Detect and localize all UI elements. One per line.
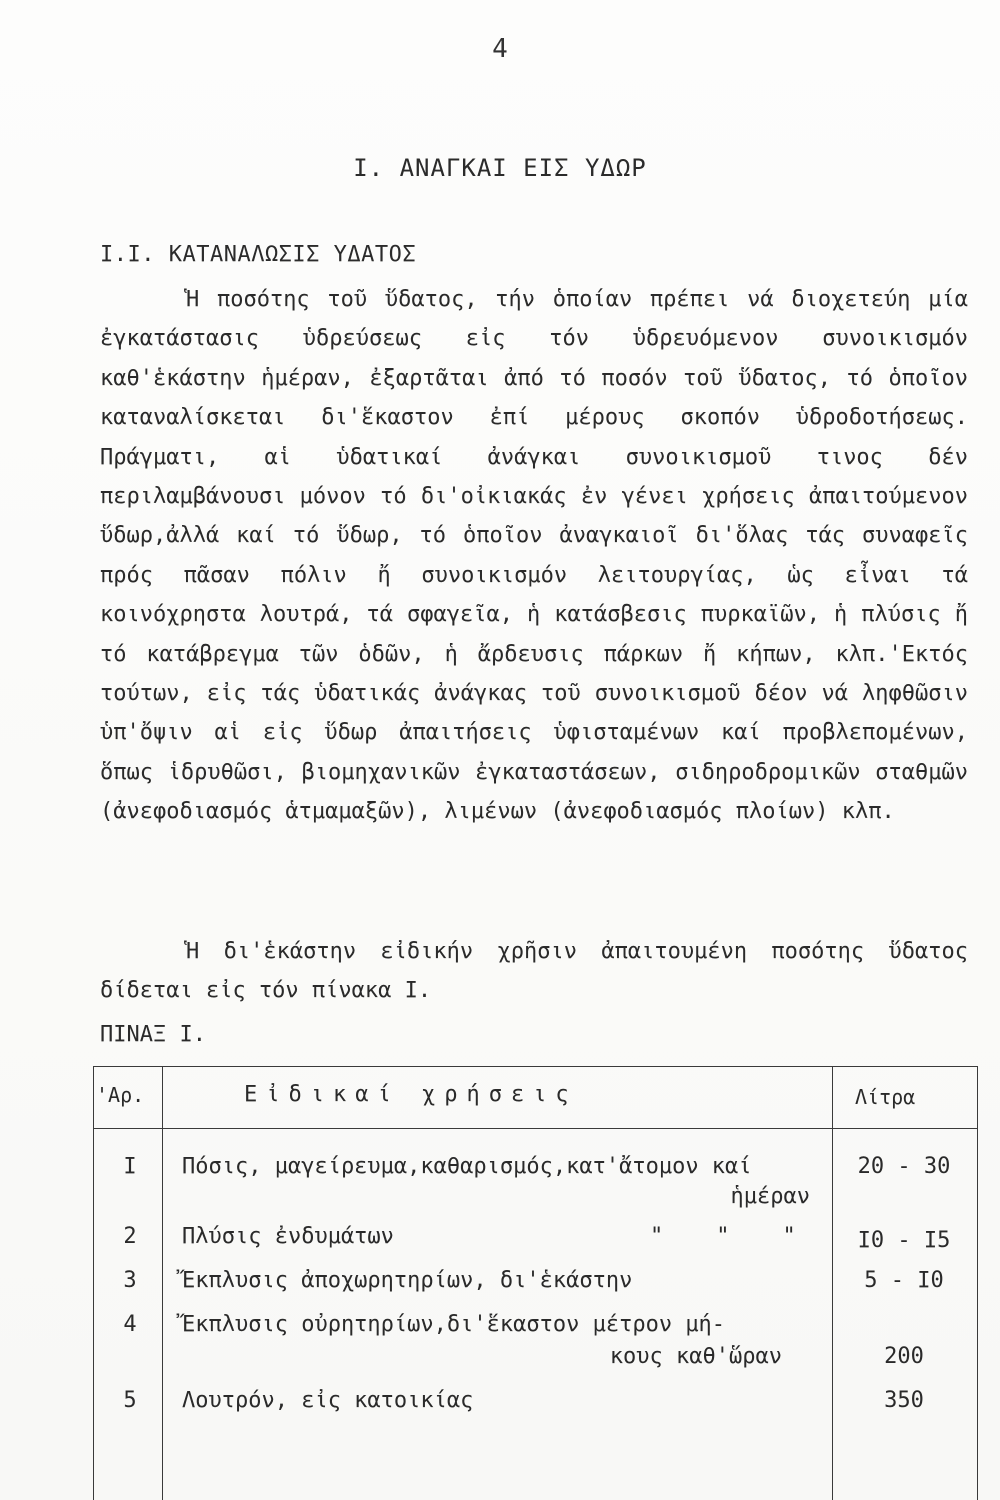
row-5-liters: 350	[884, 1388, 924, 1413]
header-liters: Λίτρα	[855, 1085, 916, 1109]
header-uses: Εἰδικαί χρήσεις	[244, 1082, 578, 1107]
chapter-title: Ι. ΑΝΑΓΚΑΙ ΕΙΣ ΥΔΩΡ	[353, 154, 647, 182]
row-2-liters: Ι0 - Ι5	[857, 1228, 951, 1253]
row-4-use: Ἔκπλυσις οὐρητηρίων,δι'ἕκαστον μέτρον μή-	[182, 1312, 726, 1337]
table-left-rule	[93, 1066, 94, 1500]
row-2-ditto-marks: " " "	[650, 1224, 796, 1249]
row-4-liters: 200	[884, 1344, 924, 1369]
paragraph-2: Ἡ δι'ἑκάστην εἰδικήν χρῆσιν ἀπαιτουμένη ποσότης ὕδατος δίδεται εἰς τόν πίνακα Ι.	[100, 939, 968, 1004]
row-5-number: 5	[123, 1388, 137, 1413]
row-3-number: 3	[123, 1268, 137, 1293]
table-col-rule-1	[162, 1066, 163, 1500]
row-3-liters: 5 - Ι0	[864, 1268, 944, 1293]
page-number: 4	[492, 34, 508, 64]
row-1-use-cont: ἡμέραν	[730, 1184, 810, 1209]
row-2-use: Πλύσις ἐνδυμάτων	[182, 1224, 394, 1249]
row-4-number: 4	[123, 1312, 137, 1337]
row-1-number: Ι	[123, 1154, 137, 1179]
row-1-use: Πόσις, μαγείρευμα,καθαρισμός,κατ'ἄτομον καί	[182, 1154, 752, 1179]
table-col-rule-2	[832, 1066, 833, 1500]
row-3-use: Ἔκπλυσις ἀποχωρητηρίων, δι'ἑκάστην	[182, 1268, 633, 1293]
table-header-rule	[93, 1128, 978, 1129]
row-5-use: Λουτρόν, εἰς κατοικίας	[182, 1388, 474, 1413]
section-title: Ι.Ι. ΚΑΤΑΝΑΛΩΣΙΣ ΥΔΑΤΟΣ	[100, 242, 417, 267]
table-right-rule	[977, 1066, 978, 1500]
header-number: 'Αρ.	[96, 1083, 145, 1107]
table-top-rule	[93, 1066, 978, 1067]
row-1-liters: 20 - 30	[857, 1154, 951, 1179]
table-label: ΠΙΝΑΞ Ι.	[100, 1022, 206, 1047]
row-4-use-cont: κους καθ'ὥραν	[609, 1344, 782, 1369]
paragraph-1: Ἡ ποσότης τοῦ ὕδατος, τήν ὁποίαν πρέπει νά διοχετεύη μία ἐγκατάστασις ὑδρεύσεως εἰς τόν ὑδρευόμενον συνοικισμόν καθ'ἑκάστην ἡμέραν, ἐξαρτᾶται ἀπό τό ποσόν τοῦ ὕδατος, τό ὁποῖον καταναλίσκεται δι'ἕκαστον ἐπί μέρους σκοπόν ὑδροδοτήσεως. Πράγματι, αἱ ὑδατικαί ἀνάγκαι συνοικισμοῦ τινος δέν περιλαμβάνουσι μόνον τό δι'οἰκιακάς ἐν γένει χρήσεις ἀπαιτούμενον ὕδωρ,ἀλλά καί τό ὕδωρ, τό ὁποῖον ἀναγκαιοῖ δι'ὅλας τάς συναφεῖς πρός πᾶσαν πόλιν ἤ συνοικισμόν λειτουργίας, ὡς εἶναι τά κοινόχρηστα λουτρά, τά σφαγεῖα, ἡ κατάσβεσις πυρκαϊῶν, ἡ πλύσις ἤ τό κατάβρεγμα τῶν ὁδῶν, ἡ ἄρδευσις πάρκων ἤ κήπων, κλπ.'Εκτός τούτων, εἰς τάς ὑδατικάς ἀνάγκας τοῦ συνοικισμοῦ δέον νά ληφθῶσιν ὑπ'ὄψιν αἱ εἰς ὕδωρ ἀπαιτήσεις ὑφισταμένων καί προβλεπομένων, ὅπως ἱδρυθῶσι, βιομηχανικῶν ἐγκαταστάσεων, σιδηροδρομικῶν σταθμῶν (ἀνεφοδιασμός ἁτμαμαξῶν), λιμένων (ἀνεφοδιασμός πλοίων) κλπ.	[100, 287, 968, 825]
row-2-number: 2	[123, 1224, 137, 1249]
